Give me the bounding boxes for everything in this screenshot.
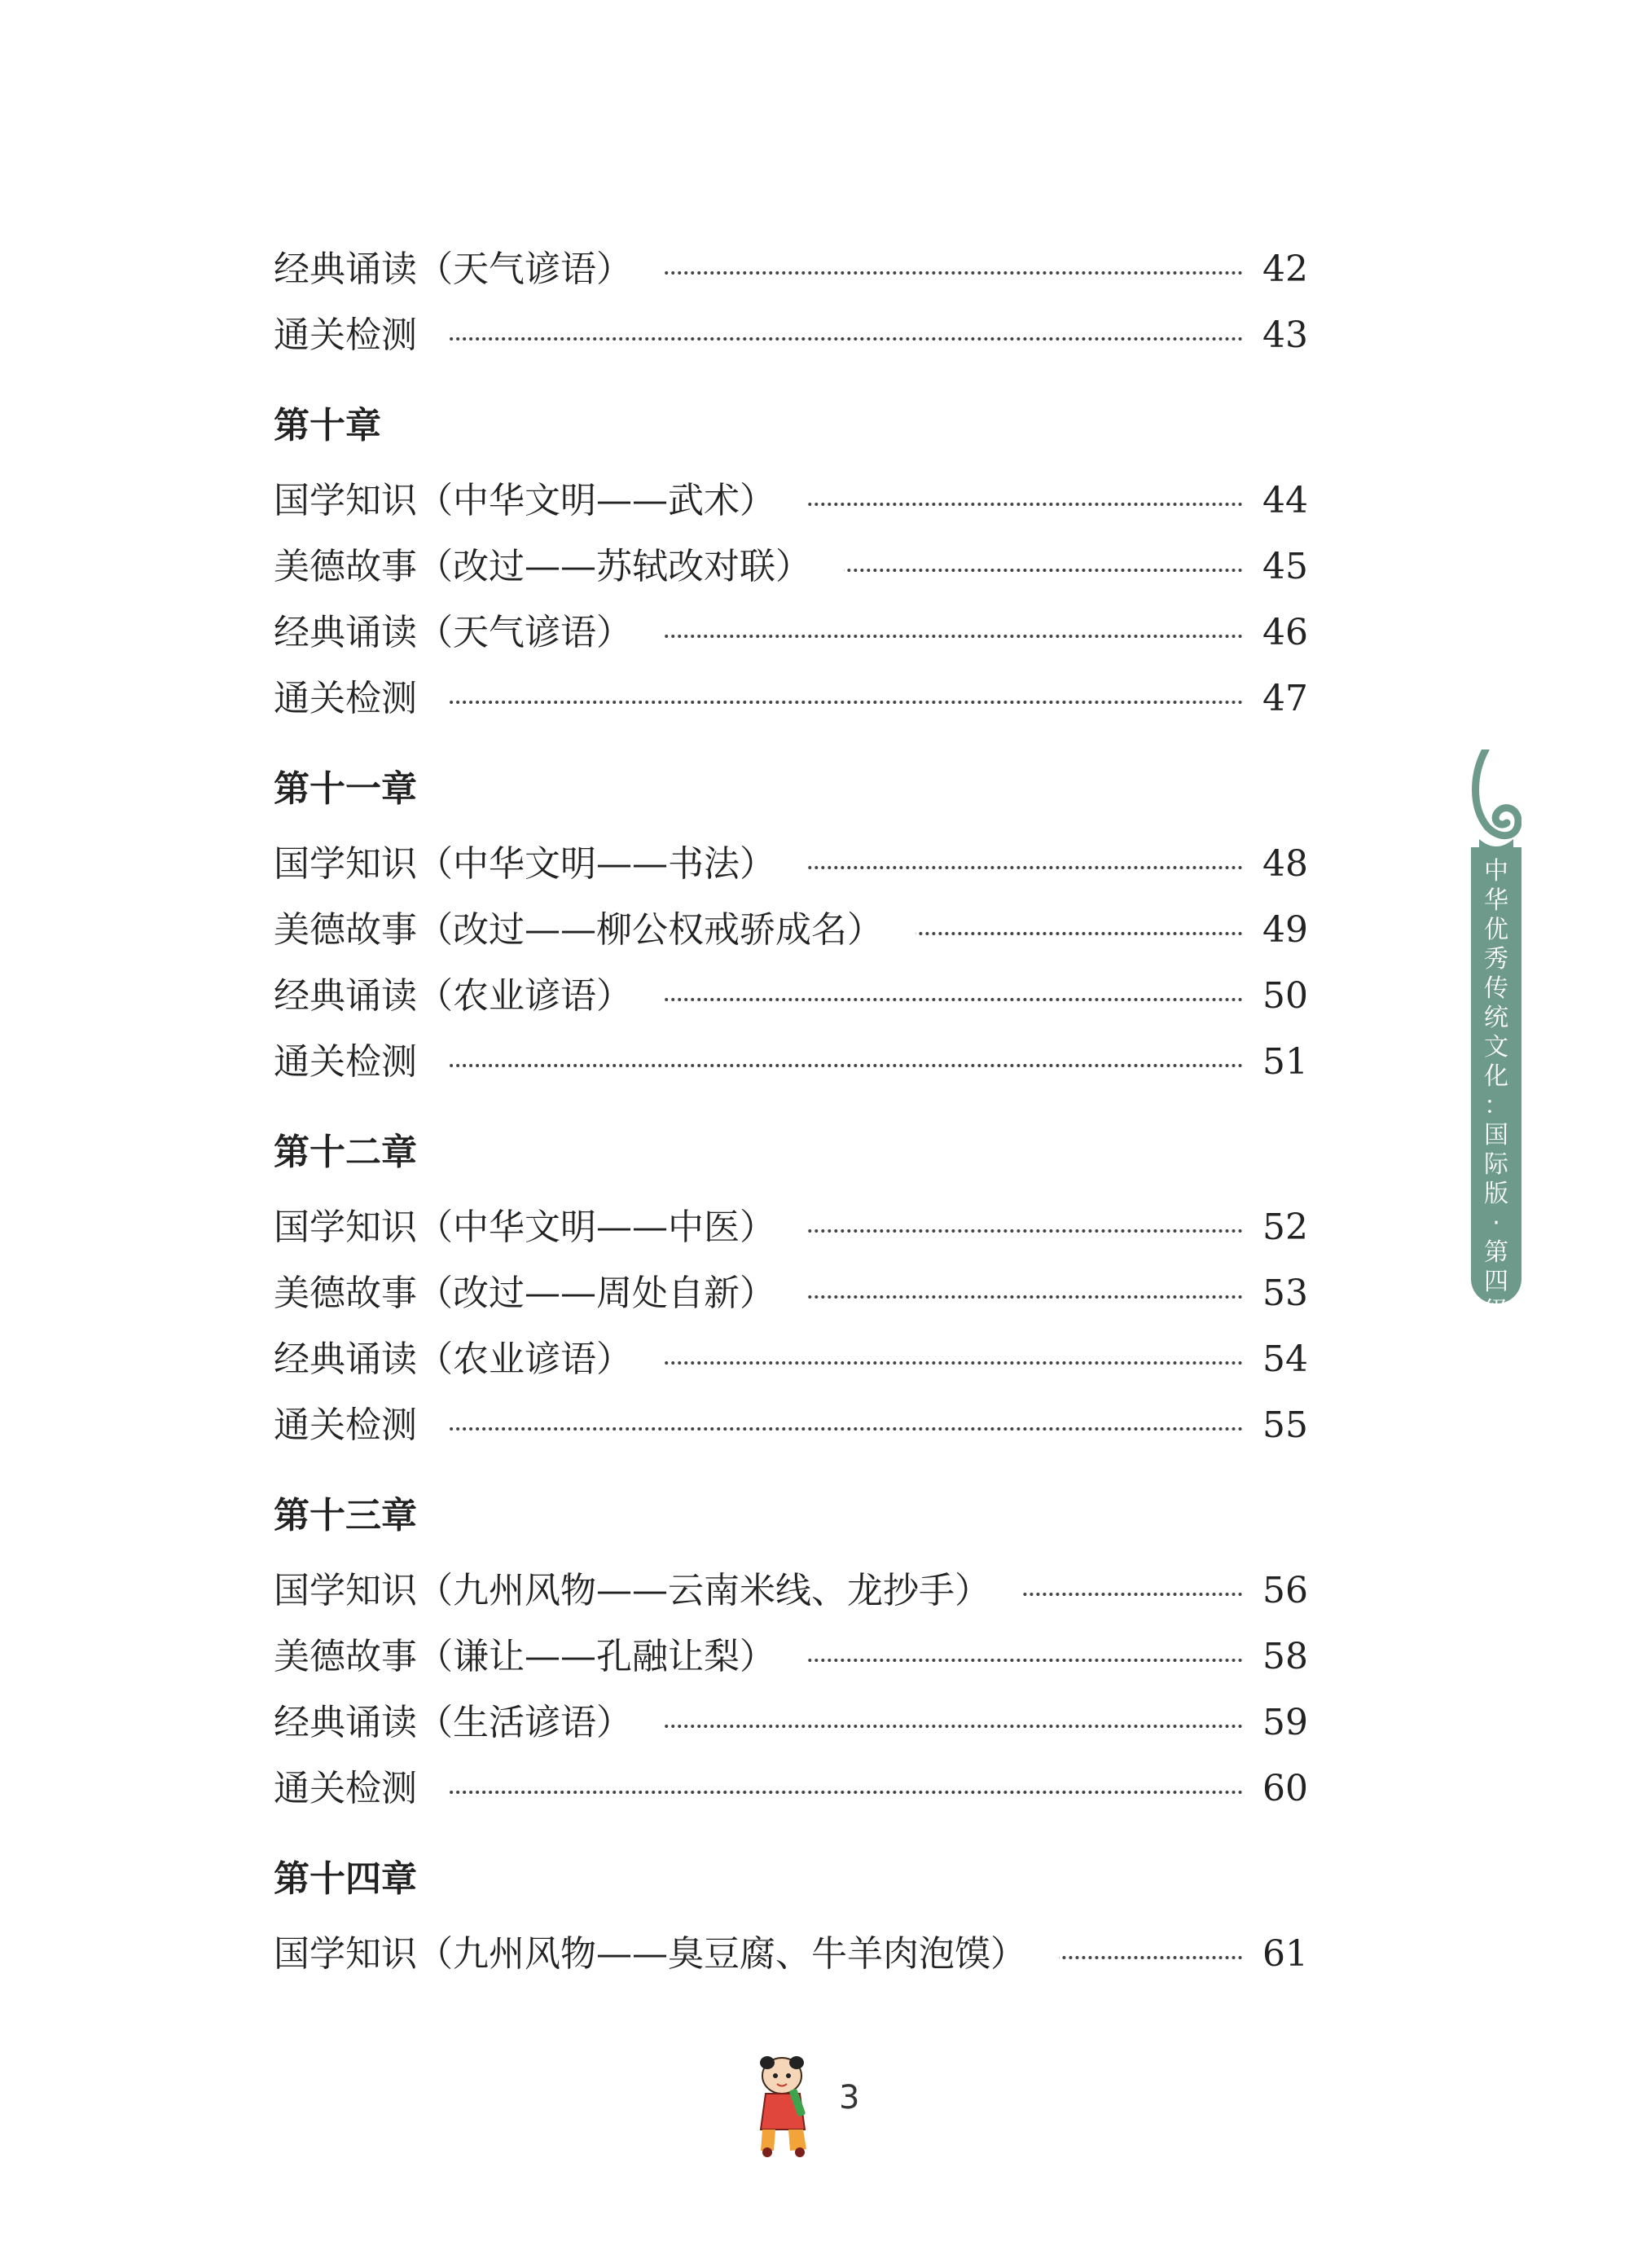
side-tab-char: 四 (1484, 1268, 1508, 1296)
table-of-contents (274, 236, 1308, 1987)
side-tab-char: 统 (1484, 1004, 1508, 1032)
toc-entry[interactable] (274, 302, 1308, 368)
toc-entry-page: 45 (1243, 534, 1308, 600)
toc-entry[interactable] (274, 1756, 1308, 1822)
toc-entry-page: 48 (1243, 831, 1308, 897)
toc-entry[interactable] (274, 1392, 1308, 1458)
toc-entry-label: 经典诵读（天气谚语） (274, 600, 665, 666)
toc-entry-label: 国学知识（中华文明——武术） (274, 468, 808, 534)
toc-entry-label: 美德故事（改过——周处自新） (274, 1260, 808, 1326)
toc-entry-label: 国学知识（九州风物——臭豆腐、牛羊肉泡馍） (274, 1921, 1059, 1987)
side-tab-char: 级 (1484, 1297, 1508, 1325)
toc-entry-label: 通关检测 (274, 1029, 450, 1095)
side-tab-char: 秀 (1484, 945, 1508, 974)
toc-entry-page: 56 (1243, 1558, 1308, 1624)
chapter-heading: 第十章 (274, 405, 381, 446)
toc-entry-page: 50 (1243, 963, 1308, 1029)
toc-entry[interactable] (274, 1558, 1308, 1624)
toc-entry[interactable] (274, 1260, 1308, 1326)
toc-entry-label: 通关检测 (274, 1756, 450, 1822)
chapter-heading: 第十三章 (274, 1495, 417, 1536)
toc-entry-page: 43 (1243, 302, 1308, 368)
side-tab-char: 国 (1484, 1121, 1508, 1149)
footer (0, 2037, 1629, 2167)
toc-entry[interactable] (274, 897, 1308, 963)
side-tab (1471, 749, 1521, 1369)
toc-entry-page: 42 (1243, 236, 1308, 302)
side-tab-char: 版 (1484, 1180, 1508, 1208)
toc-entry-page: 58 (1243, 1624, 1308, 1690)
toc-entry-label: 经典诵读（天气谚语） (274, 236, 665, 302)
side-tab-char: 优 (1484, 916, 1508, 944)
child-mascot-icon (743, 2051, 824, 2157)
toc-entry[interactable] (274, 831, 1308, 897)
toc-entry-page: 52 (1243, 1194, 1308, 1260)
toc-entry-label: 通关检测 (274, 302, 450, 368)
toc-entry-label: 国学知识（九州风物——云南米线、龙抄手） (274, 1558, 1023, 1624)
toc-entry-page: 59 (1243, 1690, 1308, 1756)
toc-entry-label: 通关检测 (274, 1392, 450, 1458)
side-tab-char: · (1492, 1209, 1500, 1237)
toc-entry[interactable] (274, 1624, 1308, 1690)
chapter-heading: 第十一章 (274, 768, 417, 810)
toc-entry[interactable] (274, 963, 1308, 1029)
toc-entry[interactable] (274, 600, 1308, 666)
toc-entry[interactable] (274, 666, 1308, 732)
toc-entry-label: 经典诵读（生活谚语） (274, 1690, 665, 1756)
toc-entry-label: 通关检测 (274, 666, 450, 732)
toc-entry-page: 61 (1243, 1921, 1308, 1987)
toc-entry[interactable] (274, 468, 1308, 534)
side-tab-title (1471, 847, 1521, 1325)
toc-entry-label: 经典诵读（农业谚语） (274, 963, 665, 1029)
toc-entry[interactable] (274, 236, 1308, 302)
side-tab-char: 际 (1484, 1150, 1508, 1179)
toc-entry-page: 60 (1243, 1756, 1308, 1822)
chapter-heading: 第十四章 (274, 1858, 417, 1900)
toc-entry-label: 国学知识（中华文明——书法） (274, 831, 808, 897)
toc-entry[interactable] (274, 1690, 1308, 1756)
toc-entry-label: 美德故事（改过——苏轼改对联） (274, 534, 844, 600)
side-tab-char: 第 (1484, 1238, 1508, 1267)
toc-entry-label: 美德故事（谦让——孔融让梨） (274, 1624, 808, 1690)
toc-entry-page: 55 (1243, 1392, 1308, 1458)
side-tab-char: 化 (1484, 1062, 1508, 1091)
toc-entry-page: 47 (1243, 666, 1308, 732)
chapter-heading: 第十二章 (274, 1132, 417, 1173)
toc-entry-page: 53 (1243, 1260, 1308, 1326)
side-tab-char: 传 (1484, 974, 1508, 1003)
toc-entry[interactable] (274, 1921, 1308, 1987)
side-tab-char: 华 (1484, 886, 1508, 915)
toc-entry-page: 54 (1243, 1326, 1308, 1392)
toc-entry-label: 经典诵读（农业谚语） (274, 1326, 665, 1392)
toc-entry-page: 51 (1243, 1029, 1308, 1095)
toc-entry[interactable] (274, 1326, 1308, 1392)
toc-entry[interactable] (274, 1029, 1308, 1095)
toc-entry[interactable] (274, 1194, 1308, 1260)
toc-entry-page: 44 (1243, 468, 1308, 534)
toc-entry-page: 46 (1243, 600, 1308, 666)
page-number: 3 (839, 2079, 860, 2116)
side-tab-char: ： (1484, 1092, 1508, 1120)
side-tab-char: 文 (1484, 1033, 1508, 1061)
toc-entry-label: 国学知识（中华文明——中医） (274, 1194, 808, 1260)
swirl-ornament-icon (1471, 749, 1521, 855)
toc-entry-label: 美德故事（改过——柳公权戒骄成名） (274, 897, 915, 963)
toc-entry-page: 49 (1243, 897, 1308, 963)
side-tab-char: 中 (1484, 857, 1508, 886)
toc-entry[interactable] (274, 534, 1308, 600)
